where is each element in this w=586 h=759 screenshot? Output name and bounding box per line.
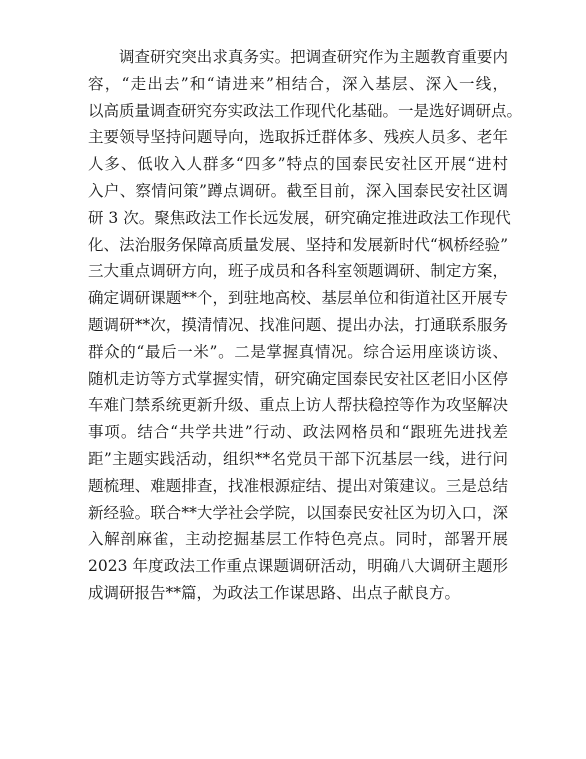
paragraph-line: 2023 年度政法工作重点课题调研活动，明确八大调研主题形 bbox=[88, 557, 508, 576]
paragraph-line: 随机走访等方式掌握实情，研究确定国泰民安社区老旧小区停 bbox=[88, 369, 508, 388]
paragraph-line: 调查研究突出求真务实。把调查研究作为主题教育重要内 bbox=[119, 48, 508, 66]
body-paragraph bbox=[88, 44, 523, 607]
paragraph-line: 以高质量调查研究夯实政法工作现代化基础。一是选好调研点。 bbox=[88, 101, 523, 120]
paragraph-line: 主要领导坚持问题导向，选取拆迁群体多、残疾人员多、老年 bbox=[88, 128, 508, 147]
paragraph-line: 化、法治服务保障高质量发展、坚持和发展新时代“枫桥经验” bbox=[88, 235, 508, 254]
paragraph-line: 容，“走出去”和“请进来”相结合，深入基层、深入一线， bbox=[88, 74, 508, 93]
paragraph-line: 距”主题实践活动，组织**名党员干部下沉基层一线，进行问 bbox=[88, 449, 508, 468]
paragraph-line: 题梳理、难题排查，找准根源症结、提出对策建议。三是总结 bbox=[88, 476, 508, 495]
paragraph-line: 入解剖麻雀，主动挖掘基层工作特色亮点。同时，部署开展 bbox=[88, 530, 508, 549]
paragraph-line: 车难门禁系统更新升级、重点上访人帮扶稳控等作为攻坚解决 bbox=[88, 396, 508, 415]
paragraph-line: 群众的“最后一米”。二是掌握真情况。综合运用座谈访谈、 bbox=[88, 342, 508, 361]
paragraph-line: 新经验。联合**大学社会学院，以国泰民安社区为切入口，深 bbox=[88, 503, 508, 522]
paragraph-line: 确定调研课题**个，到驻地高校、基层单位和街道社区开展专 bbox=[88, 289, 508, 308]
paragraph-line: 题调研**次，摸清情况、找准问题、提出办法，打通联系服务 bbox=[88, 315, 508, 334]
paragraph-line: 事项。结合“共学共进”行动、政法网格员和“跟班先进找差 bbox=[88, 423, 508, 442]
paragraph-line: 入户、察情问策”蹲点调研。截至目前，深入国泰民安社区调 bbox=[88, 181, 508, 200]
paragraph-line: 研 3 次。聚焦政法工作长远发展，研究确定推进政法工作现代 bbox=[88, 208, 511, 227]
paragraph-line: 成调研报告**篇，为政法工作谋思路、出点子献良方。 bbox=[88, 583, 461, 602]
paragraph-line: 三大重点调研方向，班子成员和各科室领题调研、制定方案， bbox=[88, 262, 508, 281]
paragraph-line: 人多、低收入人群多“四多”特点的国泰民安社区开展“进村 bbox=[88, 155, 508, 174]
